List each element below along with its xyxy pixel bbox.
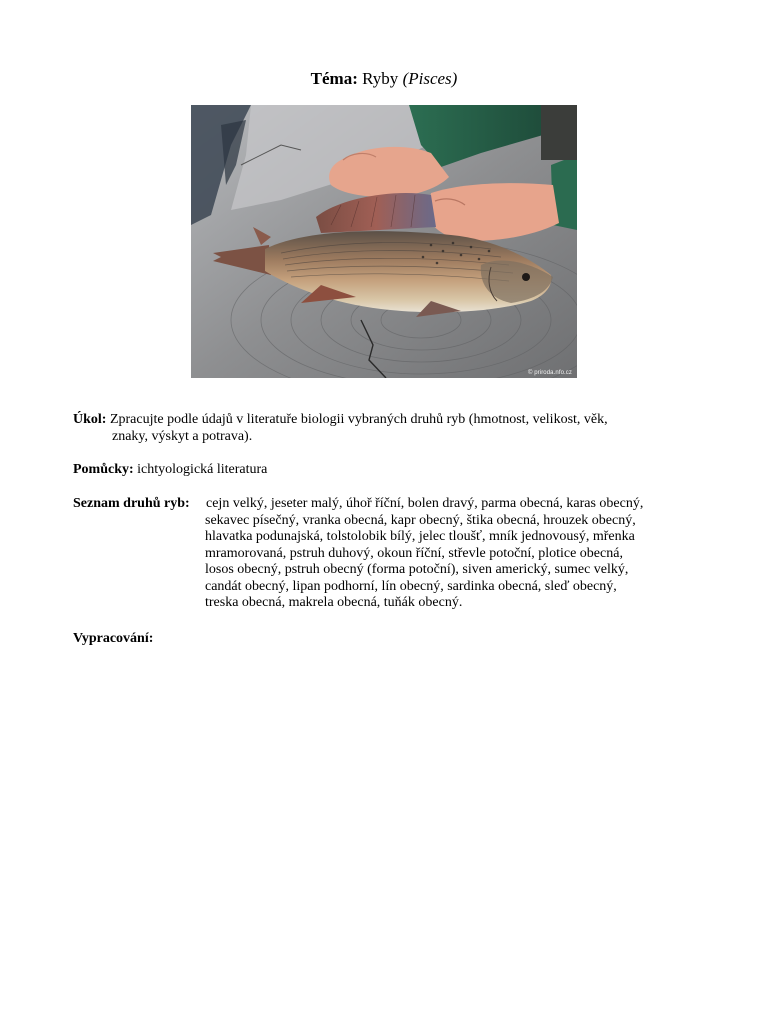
dark-corner bbox=[541, 105, 577, 160]
task-section bbox=[73, 412, 693, 445]
title-label: Téma: bbox=[310, 69, 358, 88]
tools-section bbox=[73, 462, 693, 479]
elaboration-label: Vypracování: bbox=[73, 631, 154, 646]
species-list-label-wrap bbox=[73, 496, 190, 513]
species-list-line: losos obecný, pstruh obecný (forma potoční), siven americký, sumec velký, bbox=[205, 562, 629, 577]
photo-watermark: © priroda.nfo.cz bbox=[527, 370, 572, 376]
title-latin: (Pisces) bbox=[402, 69, 458, 88]
species-list-line: treska obecná, makrela obecná, tuňák obecný. bbox=[205, 595, 463, 610]
species-list-line: hlavatka podunajská, tolstolobik bílý, jelec tloušť, mník jednovousý, mřenka bbox=[205, 529, 635, 544]
species-list-line: sekavec písečný, vranka obecná, kapr obecný, štika obecná, hrouzek obecný, bbox=[205, 512, 636, 528]
fish-photo bbox=[191, 105, 577, 378]
species-list-label: Seznam druhů ryb: bbox=[73, 496, 190, 511]
tools-label: Pomůcky: bbox=[73, 462, 134, 477]
species-list bbox=[205, 496, 705, 612]
tools-text: ichtyologická literatura bbox=[137, 462, 268, 477]
fish-eye bbox=[522, 273, 530, 281]
title-text: Ryby bbox=[362, 69, 399, 88]
page-title bbox=[0, 69, 768, 89]
fish-photo-illustration bbox=[191, 105, 577, 378]
task-line-1: Zpracujte podle údajů v literatuře biologii vybraných druhů ryb (hmotnost, velikost, věk, bbox=[109, 412, 608, 427]
species-list-line: cejn velký, jeseter malý, úhoř říční, bolen dravý, parma obecná, karas obecný, bbox=[206, 496, 644, 511]
task-label: Úkol: bbox=[73, 412, 107, 427]
species-list-line: mramorovaná, pstruh duhový, okoun říční, střevle potoční, plotice obecná, bbox=[205, 545, 623, 561]
task-line-2: znaky, výskyt a potrava). bbox=[112, 428, 253, 444]
species-list-line: candát obecný, lipan podhorní, lín obecný, sardinka obecná, sleď obecný, bbox=[205, 578, 617, 594]
elaboration-section bbox=[73, 631, 153, 648]
